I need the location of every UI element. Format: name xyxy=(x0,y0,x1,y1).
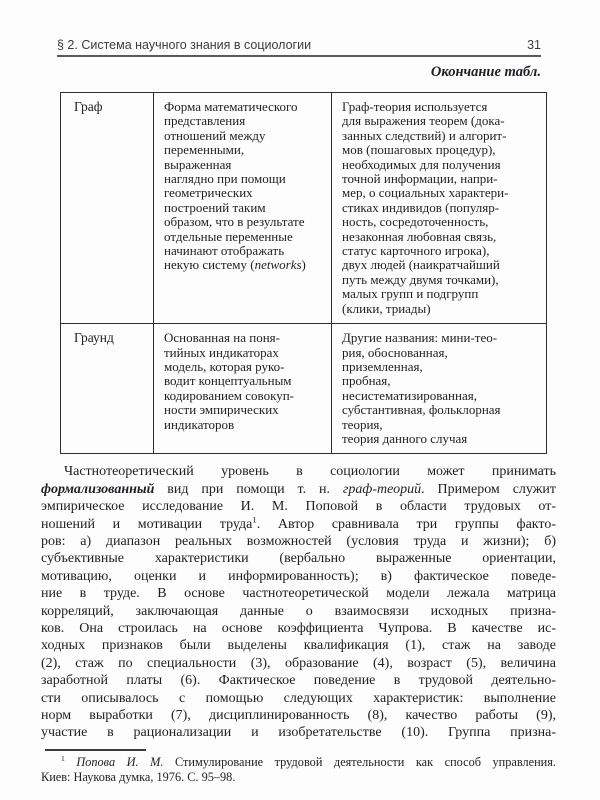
text-line: Другие названия: мини-тео- xyxy=(342,330,498,346)
text-line: некую систему (networks) xyxy=(164,257,306,273)
text-line: (клики, триады) xyxy=(342,300,431,316)
text-line: (2), стаж по специальности (3), образование (4), возраст (5), величина xyxy=(41,655,556,671)
text-line: представления xyxy=(164,113,246,129)
text-line: модель, которая руко- xyxy=(164,358,285,374)
text-line: мотивацию, оценки и информированность); в) фактическое поведе- xyxy=(41,568,556,584)
text-line: норм выработки (7), дисциплинированность (8), качество работы (9), xyxy=(41,708,556,724)
text-line: ношений и мотивации труда$^1$. Автор сравнивала три группы факто- xyxy=(41,513,556,532)
description-cell-ground xyxy=(332,324,546,453)
text-line: корреляций, заключающая данные о взаимосвязи исходных призна- xyxy=(41,603,556,619)
text-line: ков. Она строилась на основе коэффициента Чупрова. В качестве ис- xyxy=(41,621,556,636)
text-line: ров: а) диапазон реальных возможностей (условия труда и жизни); б) xyxy=(41,533,556,549)
text-line: несистематизированная, xyxy=(342,387,477,403)
text-line: пробная, xyxy=(342,373,391,389)
text-line: геометрических xyxy=(164,185,253,201)
text-line: Киев: Наукова думка, 1976. С. 95–98. xyxy=(41,770,236,785)
footnote xyxy=(41,755,556,785)
text-line: теория, xyxy=(342,416,383,432)
text-line: начинают отображать xyxy=(164,243,285,259)
text-line: отдельные переменные xyxy=(164,228,293,244)
text-line: приземленная, xyxy=(342,358,423,374)
text-line: субъективные характеристики (вербально выраженные ориентации, xyxy=(41,551,556,567)
text-line: ности эмпирических xyxy=(164,402,279,418)
footnote-rule xyxy=(45,749,146,751)
text-line: необходимых для получения xyxy=(342,156,501,172)
text-line: статус карточного игрока), xyxy=(342,243,490,259)
text-line: $^1$ Попова И. М. Стимулирование трудовой деятельности как способ управления. xyxy=(61,753,556,769)
text-line: мов (пошаговых процедур), xyxy=(342,142,496,158)
text-line: Основанная на поня- xyxy=(164,330,280,346)
table-caption: Окончание табл. xyxy=(430,64,541,80)
term-cell-ground: Граунд xyxy=(61,324,154,453)
text-line: малых групп и подгрупп xyxy=(342,286,479,302)
text-line: формализованный вид при помощи т. н. граф-теорий. Примером служит xyxy=(41,481,556,497)
body-paragraph xyxy=(41,463,556,742)
text-line: Форма математического xyxy=(164,99,298,114)
text-line: образом, что в результате xyxy=(164,214,305,230)
definition-cell-graph xyxy=(154,93,332,323)
text-line: ние в труде. В основе частнотеоретической модели лежала матрица xyxy=(41,586,556,602)
text-line: Частнотеоретический уровень в социологии может принимать xyxy=(64,464,556,480)
table-row-graph xyxy=(61,93,546,323)
text-line: ходных признаков были выделены квалификация (1), стаж на заводе xyxy=(41,638,556,654)
text-line: ность, сосредоточенность, xyxy=(342,214,489,230)
table-row-ground xyxy=(61,323,546,453)
text-line: для выражения теорем (дока- xyxy=(342,113,505,129)
text-line: эмпирическое исследование И. М. Поповой в области трудовых от- xyxy=(41,499,556,515)
text-line: путь между двумя точками), xyxy=(342,271,499,287)
text-line: теория данного случая xyxy=(342,430,468,446)
text-line: заработной платы (6). Фактическое поведение в трудовой деятельно- xyxy=(41,673,556,689)
text-line: кодированием совокуп- xyxy=(164,387,294,403)
text-line: Граф-теория используется xyxy=(342,99,488,114)
text-line: наглядно при помощи xyxy=(164,171,286,187)
text-line: занных следствий) и алгорит- xyxy=(342,127,507,143)
text-line: мер, о социальных характери- xyxy=(342,185,509,201)
text-line: тийных индикаторах xyxy=(164,344,279,360)
page-number: 31 xyxy=(527,38,541,52)
text-line: точной информации, напри- xyxy=(342,171,498,187)
text-line: выраженная xyxy=(164,156,232,172)
text-line: построений таким xyxy=(164,199,266,215)
text-line: незаконная любовная связь, xyxy=(342,228,497,244)
description-cell-graph xyxy=(332,93,546,323)
definition-cell-ground xyxy=(154,324,332,453)
section-title: § 2. Система научного знания в социологии xyxy=(57,38,312,52)
text-line: рия, обоснованная, xyxy=(342,344,448,360)
definition-table xyxy=(60,92,547,454)
text-line: сти описывалось с помощью следующих характеристик: выполнение xyxy=(41,690,556,706)
text-line: стиках индивидов (популяр- xyxy=(342,199,500,215)
term-cell-graph: Граф xyxy=(61,93,154,323)
text-line: участие в рационализации и изобретательстве (10). Группа призна- xyxy=(41,725,556,741)
text-line: переменными, xyxy=(164,142,245,158)
page-header xyxy=(57,38,541,57)
text-line: индикаторов xyxy=(164,416,235,432)
text-line: водит концептуальным xyxy=(164,373,292,389)
text-line: субстантивная, фольклорная xyxy=(342,402,501,418)
text-line: двух людей (наикратчайший xyxy=(342,257,500,273)
text-line: отношений между xyxy=(164,127,266,143)
